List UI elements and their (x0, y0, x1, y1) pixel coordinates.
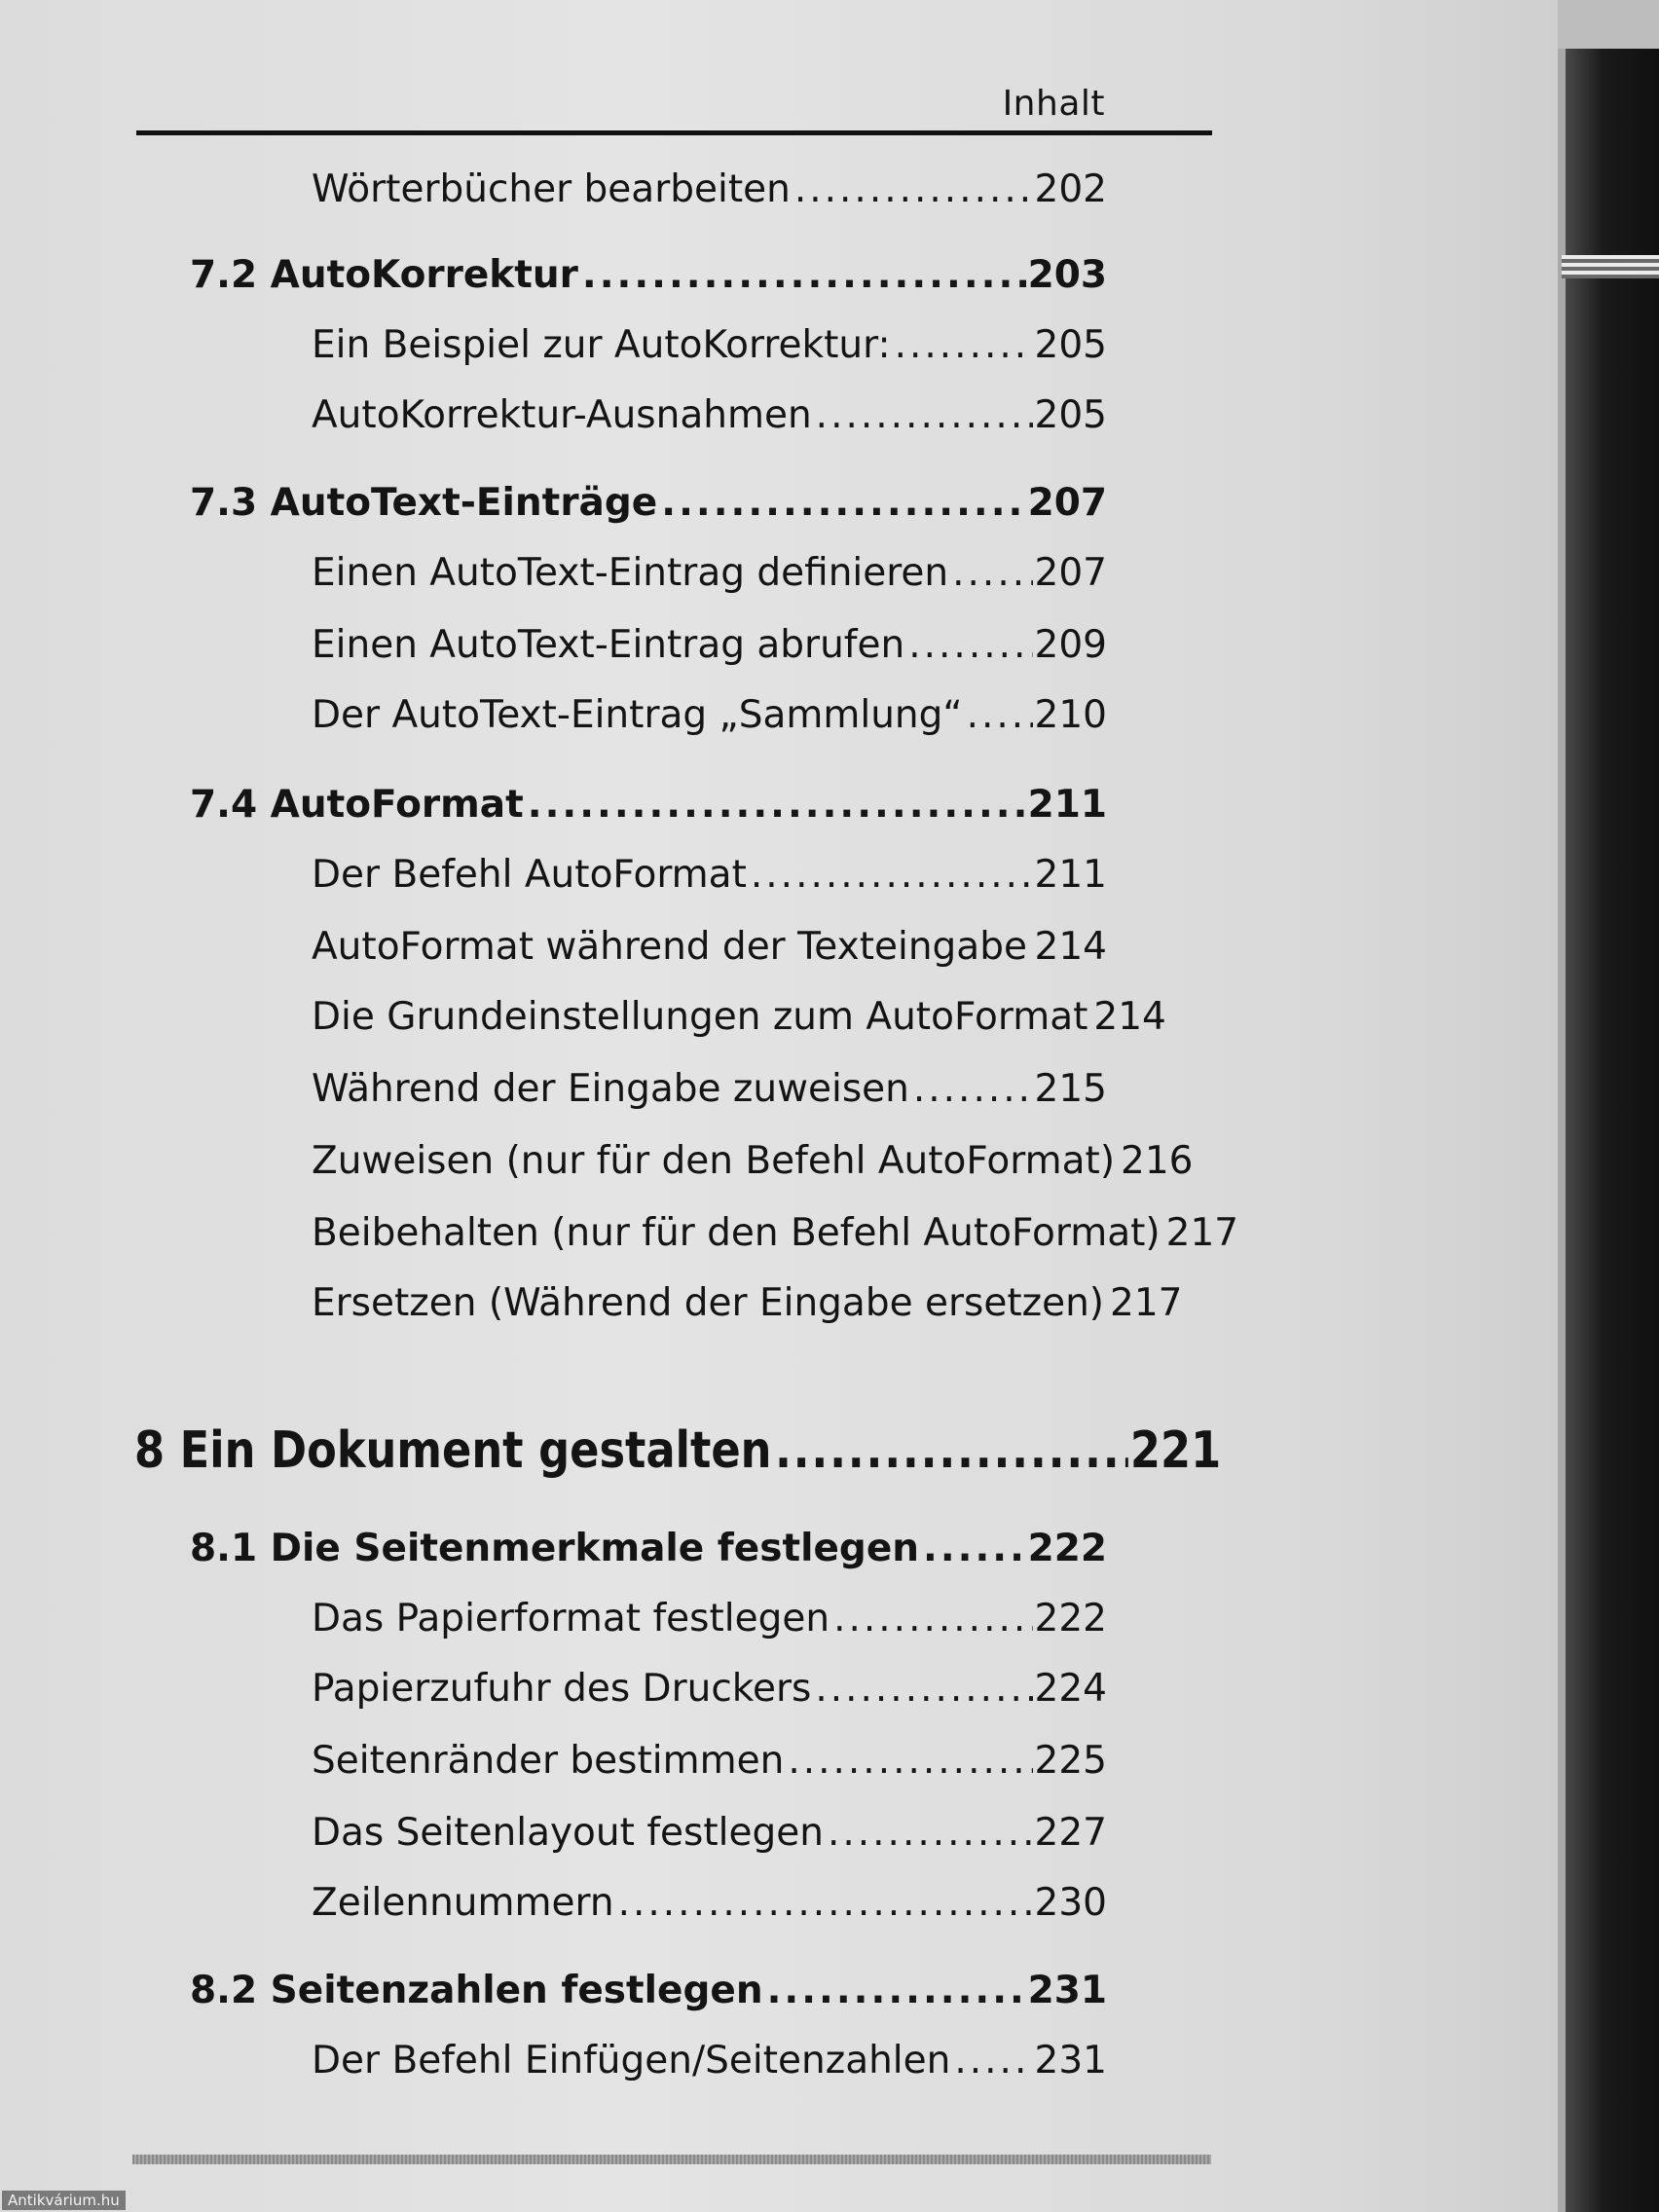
toc-leader-dots (661, 481, 1025, 525)
toc-section-entry (190, 1527, 1107, 1570)
watermark: Antikvárium.hu (2, 2191, 126, 2210)
toc-page-number: 214 (1093, 995, 1166, 1039)
toc-page-number: 211 (1034, 853, 1107, 897)
toc-leader-dots (582, 253, 1026, 297)
toc-leader-dots (954, 2039, 1032, 2083)
toc-entry-title: Das Papierformat festlegen (312, 1597, 830, 1641)
toc-page-number: 216 (1121, 1139, 1194, 1183)
book-edge-top (1558, 0, 1659, 49)
toc-leader-dots (967, 693, 1033, 737)
toc-entry-title: Einen AutoText-Eintrag abrufen (312, 623, 905, 667)
toc-leader-dots (923, 1527, 1026, 1570)
running-header: Inhalt (1002, 84, 1105, 124)
toc-section-entry (190, 481, 1107, 525)
toc-subsection-entry (312, 853, 1107, 897)
toc-page-number: 227 (1034, 1811, 1107, 1855)
toc-entry-title: Während der Eingabe zuweisen (312, 1067, 909, 1111)
toc-page-number: 210 (1034, 693, 1107, 737)
toc-subsection-entry (312, 1739, 1107, 1783)
toc-entry-title: Der AutoText-Eintrag „Sammlung“ (312, 693, 963, 737)
toc-section-entry (190, 1969, 1107, 2012)
toc-leader-dots (952, 551, 1032, 595)
toc-page-number: 231 (1034, 2039, 1107, 2083)
toc-leader-dots (618, 1881, 1033, 1925)
toc-subsection-entry (312, 995, 1166, 1039)
page-gutter (1558, 0, 1566, 2212)
toc-subsection-entry (312, 1811, 1107, 1855)
toc-subsection-entry (312, 1139, 1194, 1183)
toc-page-number: 222 (1034, 1597, 1107, 1641)
toc-page-number: 207 (1034, 551, 1107, 595)
toc-page-number: 221 (1129, 1421, 1222, 1480)
toc-page-number: 217 (1110, 1281, 1183, 1325)
toc-entry-title: Ein Beispiel zur AutoKorrektur: (312, 323, 891, 367)
toc-leader-dots (775, 1421, 1128, 1480)
toc-page-number: 205 (1034, 393, 1107, 437)
toc-leader-dots (833, 1597, 1032, 1641)
book-edge-stripes (1562, 255, 1659, 278)
toc-page-number: 231 (1027, 1969, 1107, 2012)
toc-subsection-entry (312, 925, 1107, 969)
toc-subsection-entry (312, 1067, 1107, 1111)
toc-entry-title: Der Befehl AutoFormat (312, 853, 747, 897)
toc-entry-title: Einen AutoText-Eintrag definieren (312, 551, 949, 595)
toc-leader-dots (815, 1667, 1032, 1711)
toc-subsection-entry (312, 1881, 1107, 1925)
toc-entry-title: 7.3 AutoText-Einträge (190, 481, 658, 525)
toc-subsection-entry (312, 167, 1107, 211)
toc-entry-title: 7.2 AutoKorrektur (190, 253, 578, 297)
toc-leader-dots (1031, 925, 1033, 969)
toc-page-number: 222 (1027, 1527, 1107, 1570)
toc-subsection-entry (312, 1211, 1239, 1255)
toc-entry-title: 8 Ein Dokument gestalten (134, 1421, 772, 1480)
toc-entry-title: Ersetzen (Während der Eingabe ersetzen) (312, 1281, 1105, 1325)
toc-subsection-entry (312, 551, 1107, 595)
toc-entry-title: Das Seitenlayout festlegen (312, 1811, 824, 1855)
toc-entry-title: Beibehalten (nur für den Befehl AutoFormat) (312, 1211, 1161, 1255)
toc-entry-title: Papierzufuhr des Druckers (312, 1667, 812, 1711)
toc-leader-dots (767, 1969, 1026, 2012)
toc-page-number: 215 (1034, 1067, 1107, 1111)
toc-subsection-entry (312, 693, 1107, 737)
toc-section-entry (190, 783, 1107, 827)
toc-chapter-entry (134, 1421, 1221, 1480)
toc-subsection-entry (312, 1667, 1107, 1711)
toc-leader-dots (528, 783, 1026, 827)
toc-page-number: 209 (1034, 623, 1107, 667)
toc-page-number: 224 (1034, 1667, 1107, 1711)
toc-page-number: 225 (1034, 1739, 1107, 1783)
toc-leader-dots (895, 323, 1033, 367)
toc-leader-dots (751, 853, 1033, 897)
toc-leader-dots (816, 393, 1033, 437)
toc-entry-title: AutoFormat während der Texteingabe (312, 925, 1027, 969)
toc-leader-dots (908, 623, 1032, 667)
toc-entry-title: Die Grundeinstellungen zum AutoFormat (312, 995, 1088, 1039)
toc-entry-title: AutoKorrektur-Ausnahmen (312, 393, 812, 437)
toc-page-number: 230 (1034, 1881, 1107, 1925)
toc-subsection-entry (312, 323, 1107, 367)
toc-subsection-entry (312, 1281, 1183, 1325)
toc-leader-dots (794, 167, 1033, 211)
toc-subsection-entry (312, 2039, 1107, 2083)
toc-subsection-entry (312, 1597, 1107, 1641)
toc-entry-title: Der Befehl Einfügen/Seitenzahlen (312, 2039, 951, 2083)
toc-entry-title: Zuweisen (nur für den Befehl AutoFormat) (312, 1139, 1116, 1183)
book-cover-edge (1566, 49, 1659, 2212)
toc-leader-dots (788, 1739, 1032, 1783)
toc-page-number: 217 (1165, 1211, 1239, 1255)
toc-leader-dots (828, 1811, 1033, 1855)
toc-subsection-entry (312, 623, 1107, 667)
toc-entry-title: Zeilennummern (312, 1881, 614, 1925)
toc-entry-title: 8.2 Seitenzahlen festlegen (190, 1969, 763, 2012)
toc-page-number: 202 (1034, 167, 1107, 211)
toc-subsection-entry (312, 393, 1107, 437)
toc-page-number: 211 (1027, 783, 1107, 827)
toc-entry-title: Seitenränder bestimmen (312, 1739, 785, 1783)
toc-page-number: 214 (1034, 925, 1107, 969)
toc-page-number: 203 (1027, 253, 1107, 297)
footer-rule (132, 2155, 1211, 2164)
toc-entry-title: Wörterbücher bearbeiten (312, 167, 791, 211)
toc-page-number: 205 (1034, 323, 1107, 367)
toc-entry-title: 7.4 AutoFormat (190, 783, 524, 827)
toc-page-number: 207 (1027, 481, 1107, 525)
toc-section-entry (190, 253, 1107, 297)
toc-entry-title: 8.1 Die Seitenmerkmale festlegen (190, 1527, 920, 1570)
header-rule (136, 130, 1212, 135)
toc-leader-dots (913, 1067, 1033, 1111)
